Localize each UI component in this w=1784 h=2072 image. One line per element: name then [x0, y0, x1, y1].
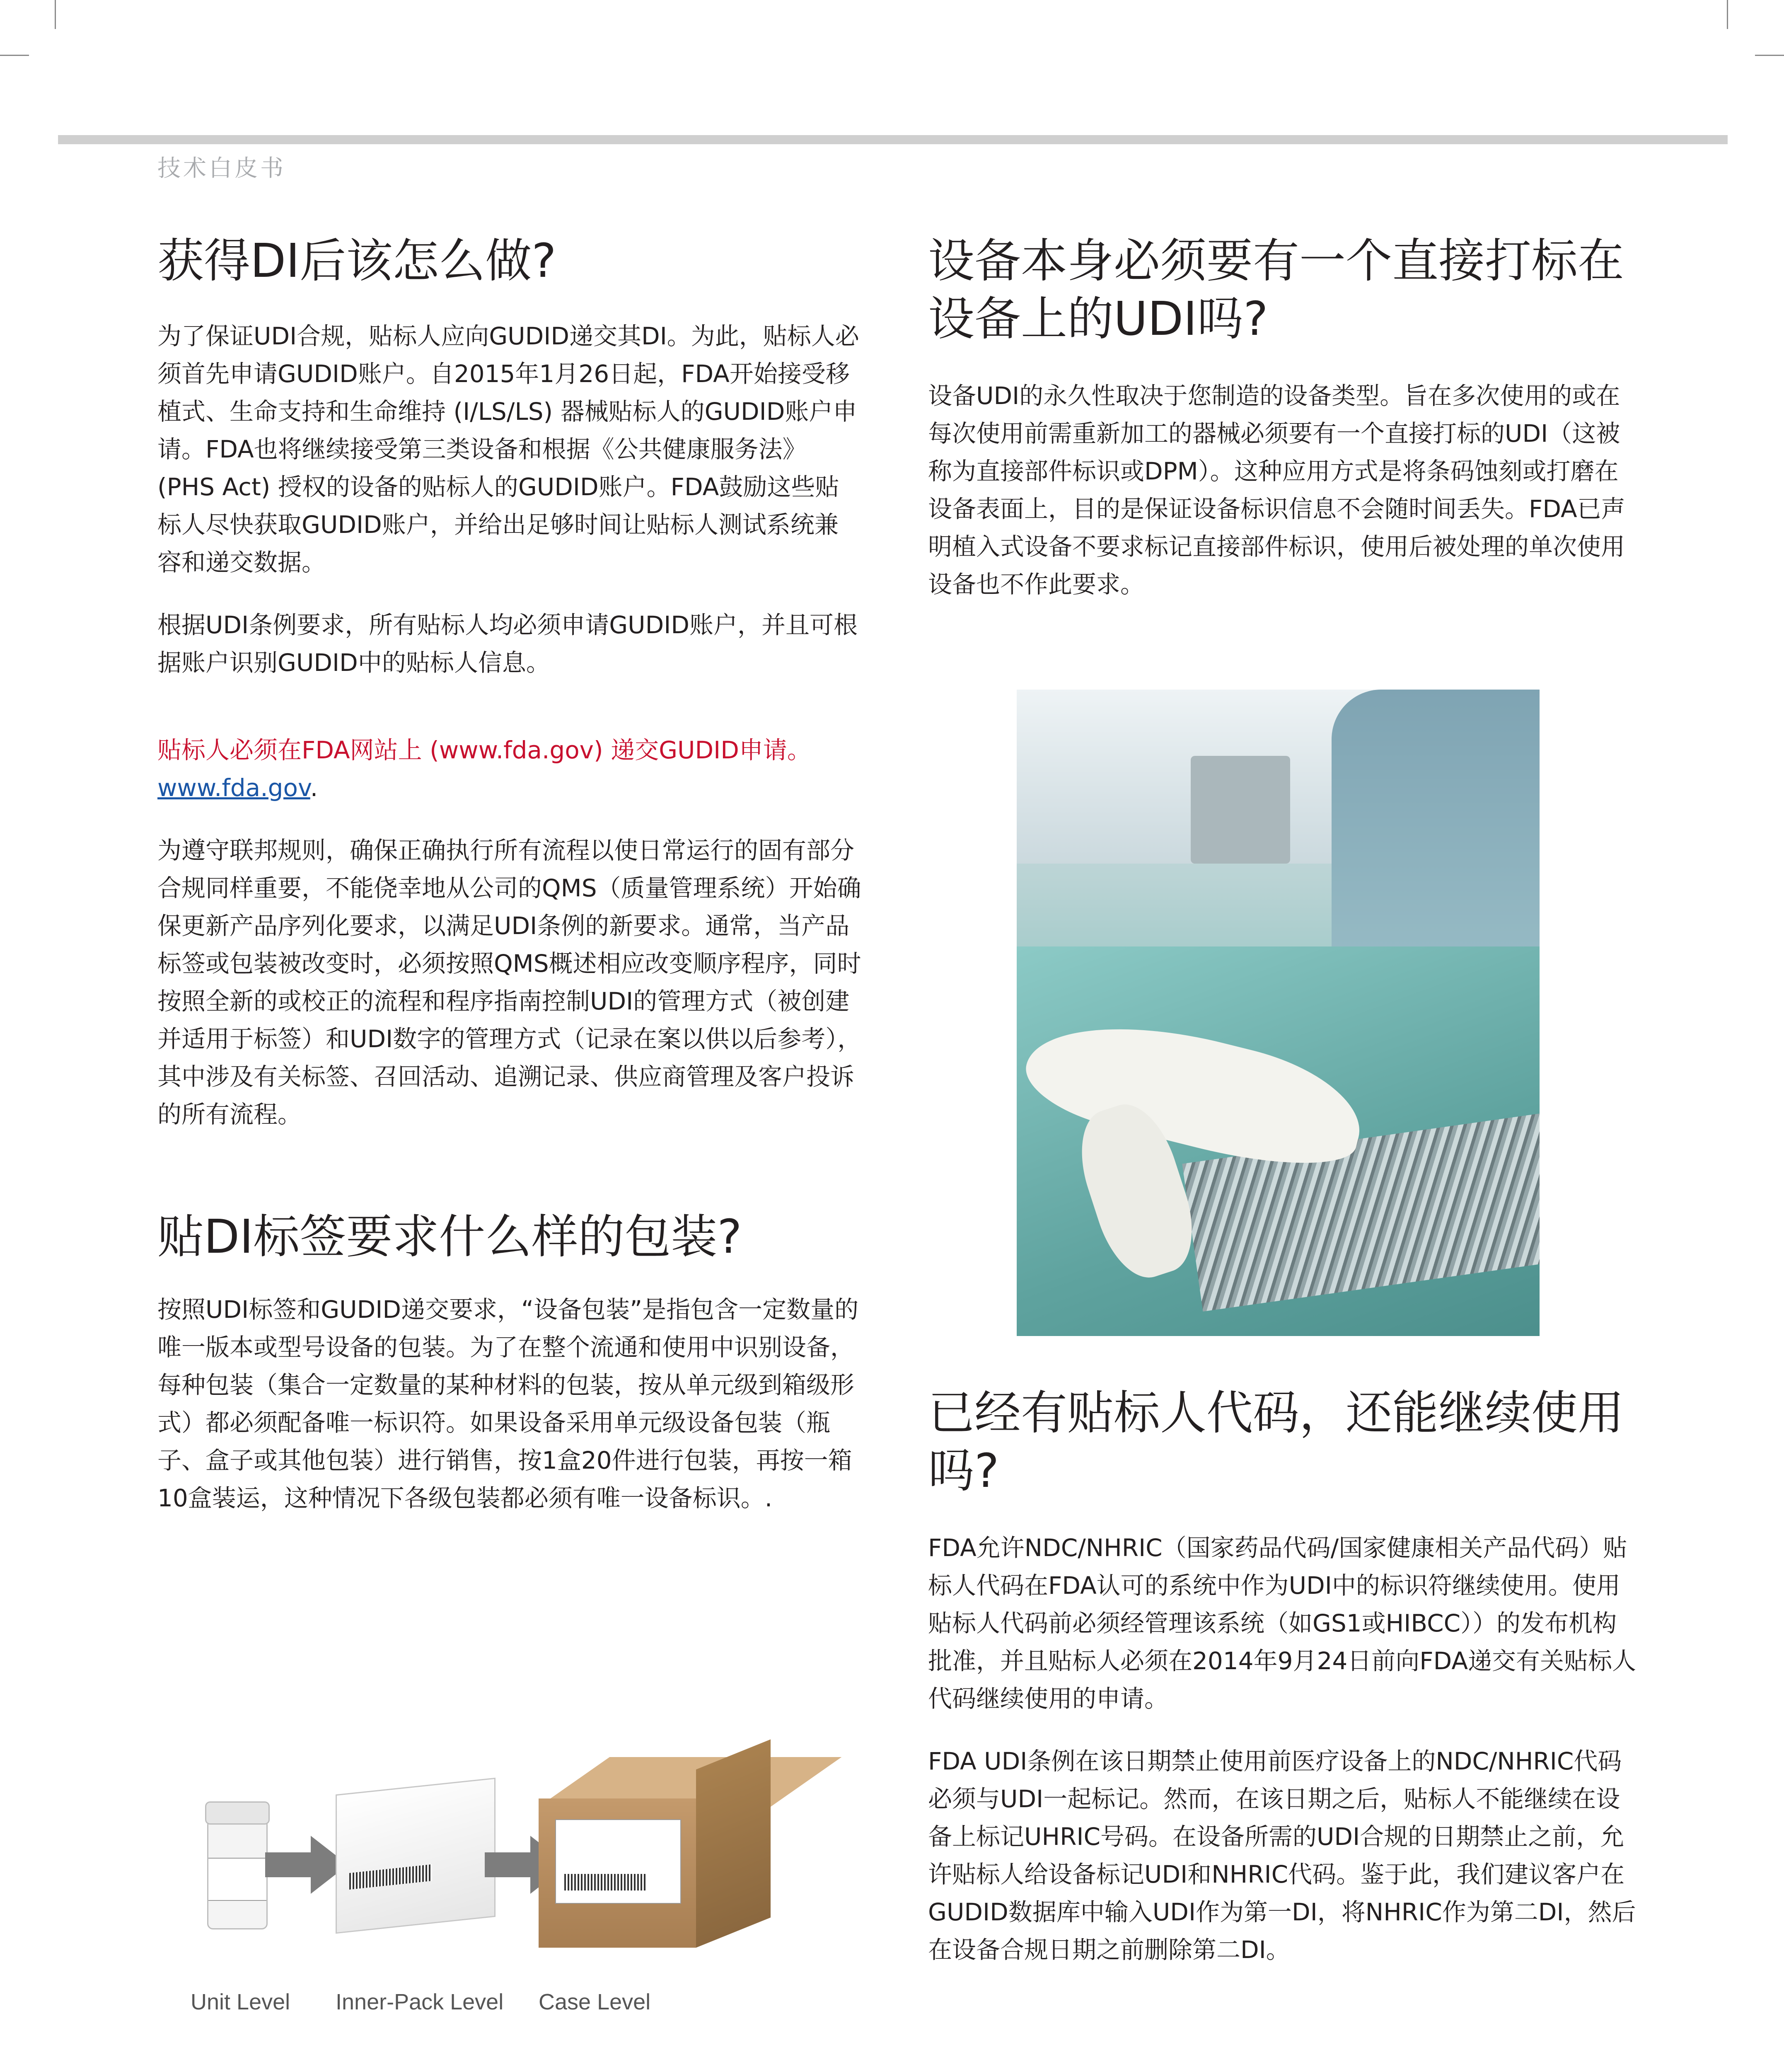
left-column — [157, 232, 862, 1517]
packaging-levels-illustration — [174, 1740, 837, 2022]
header-rule — [58, 135, 1728, 144]
unit-bottle-image — [207, 1819, 268, 1929]
crop-mark — [55, 0, 56, 29]
fda-link[interactable]: www.fda.gov — [157, 774, 310, 802]
barcode-icon — [564, 1874, 647, 1890]
red-note: 贴标人必须在FDA网站上 (www.fda.gov) 递交GUDID申请。 — [157, 736, 811, 764]
crop-mark — [1755, 55, 1784, 56]
right-column-lower — [928, 1384, 1637, 1969]
section-heading-packaging: 贴DI标签要求什么样的包装? — [157, 1210, 742, 1264]
inner-pack-level-label: Inner-Pack Level — [336, 1990, 504, 2014]
paragraph: FDA允许NDC/NHRIC（国家药品代码/国家健康相关产品代码）贴标人代码在FDA认可的系统中作为UDI中的标识符继续使用。使用贴标人代码前必须经管理该系统（如GS1或HIBCC））的发布机构批准，并且贴标人必须在2014年9月24日前向FDA递交有关贴标人代码继续使用的申请。 — [928, 1534, 1636, 1713]
bottle-label — [208, 1858, 266, 1901]
paragraph: 为遵守联邦规则，确保正确执行所有流程以使日常运行的固有部分合规同样重要，不能侥幸地从公司的QMS（质量管理系统）开始确保更新产品序列化要求，以满足UDI条例的新要求。通常，当产品标签或包装被改变时，必须按照QMS概述相应改变顺序程序，同时按照全新的或校正的流程和程序指南控制UDI的管理方式（被创建并适用于标签）和UDI数字的管理方式（记录在案以供以后参考），其中涉及有关标签、召回活动、追溯记录、供应商管理及客户投诉的所有流程。 — [157, 836, 862, 1128]
right-column — [928, 232, 1637, 603]
crop-mark — [0, 55, 29, 56]
section-heading-direct-marking: 设备本身必须要有一个直接打标在设备上的UDI吗? — [928, 234, 1624, 346]
period: . — [310, 774, 318, 802]
case-level-label: Case Level — [539, 1990, 651, 2014]
case-box-image — [539, 1740, 771, 1931]
barcode-icon — [349, 1864, 432, 1890]
header-label: 技术白皮书 — [157, 155, 286, 182]
section-heading-after-di: 获得DI后该怎么做? — [157, 234, 556, 288]
paragraph: 设备UDI的永久性取决于您制造的设备类型。旨在多次使用的或在每次使用前需重新加工的器械必须要有一个直接打标的UDI（这被称为直接部件标识或DPM）。这种应用方式是将条码蚀刻或打磨在设备表面上，目的是保证设备标识信息不会随时间丢失。FDA已声明植入式设备不要求标记直接部件标识，使用后被处理的单次使用设备也不作此要求。 — [928, 382, 1625, 598]
case-side — [696, 1739, 771, 1948]
inner-pack-box-image — [336, 1778, 496, 1934]
paragraph: 根据UDI条例要求，所有贴标人均必须申请GUDID账户，并且可根据账户识别GUDID中的贴标人信息。 — [157, 611, 858, 677]
fda-submission-note — [157, 731, 862, 807]
surgical-instruments-photo — [1017, 690, 1540, 1336]
section-heading-labeler-code: 已经有贴标人代码，还能继续使用吗? — [928, 1386, 1624, 1498]
crop-mark — [1727, 0, 1728, 29]
bottle-cap — [205, 1801, 270, 1825]
paragraph: 为了保证UDI合规，贴标人应向GUDID递交其DI。为此，贴标人必须首先申请GUDID账户。自2015年1月26日起，FDA开始接受移植式、生命支持和生命维持 (I/LS/LS) 器械贴标人的GUDID账户申请。FDA也将继续接受第三类设备和根据《公共健康服务法》 (PHS Act) 授权的设备的贴标人的GUDID账户。FDA鼓励这些贴标人尽快获取GUDID账户，并给出足够时间让贴标人测试系统兼容和递交数据。 — [157, 322, 859, 576]
paragraph: 按照UDI标签和GUDID递交要求，“设备包装”是指包含一定数量的唯一版本或型号设备的包装。为了在整个流通和使用中识别设备，每种包装（集合一定数量的某种材料的包装，按从单元级到箱级形式）都必须配备唯一标识符。如果设备采用单元级设备包装（瓶子、盒子或其他包装）进行销售，按1盒20件进行包装，再按一箱10盒装运，这种情况下各级包装都必须有唯一设备标识。. — [157, 1295, 859, 1512]
paragraph: FDA UDI条例在该日期禁止使用前医疗设备上的NDC/NHRIC代码必须与UDI一起标记。然而，在该日期之后，贴标人不能继续在设备上标记UHRIC号码。在设备所需的UDI合规的日期禁止之前，允许贴标人给设备标记UDI和NHRIC代码。鉴于此，我们建议客户在GUDID数据库中输入UDI作为第一DI，将NHRIC作为第二DI，然后在设备合规日期之前删除第二DI。 — [928, 1747, 1636, 1964]
unit-level-label: Unit Level — [191, 1990, 290, 2014]
case-label — [555, 1819, 681, 1904]
